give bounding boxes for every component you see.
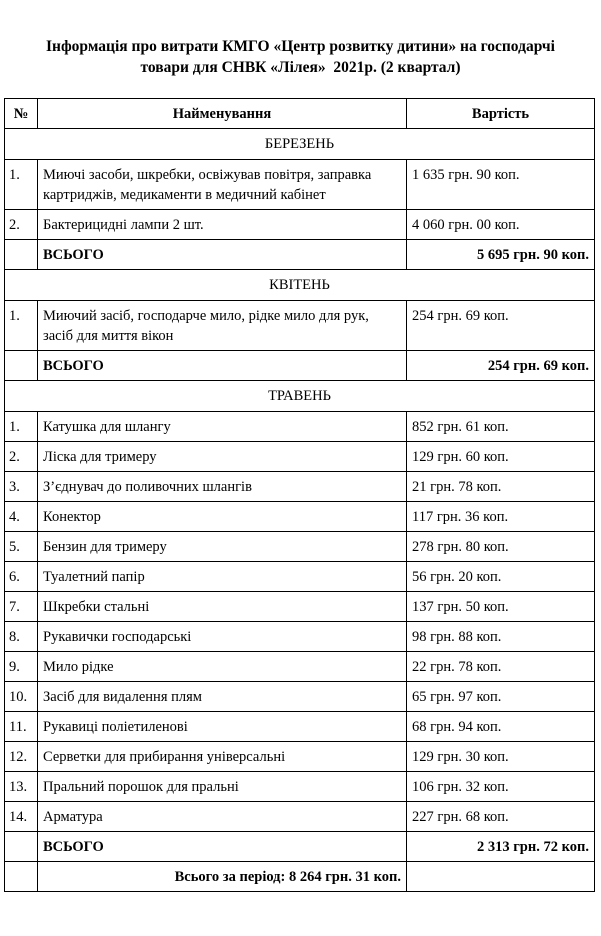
table-row xyxy=(5,562,595,592)
table-row xyxy=(5,472,595,502)
table-row xyxy=(5,712,595,742)
item-name: Бензин для тримеру xyxy=(38,532,407,562)
item-name: Засіб для видалення плям xyxy=(38,682,407,712)
header-num: № xyxy=(5,99,38,129)
item-name: Миючий засіб, господарче мило, рідке мило для рук, засіб для миття вікон xyxy=(38,301,407,351)
item-name: Рукавиці поліетиленові xyxy=(38,712,407,742)
item-cost: 56 грн. 20 коп. xyxy=(407,562,595,592)
item-cost: 1 635 грн. 90 коп. xyxy=(407,160,595,210)
item-number: 1. xyxy=(5,301,38,351)
item-name: Пральний порошок для пральні xyxy=(38,772,407,802)
item-number: 9. xyxy=(5,652,38,682)
item-name: Ліска для тримеру xyxy=(38,442,407,472)
item-cost: 68 грн. 94 коп. xyxy=(407,712,595,742)
table-row xyxy=(5,652,595,682)
item-cost: 129 грн. 30 коп. xyxy=(407,742,595,772)
title-line-2: товари для СНВК «Лілея» 2021р. (2 квартал) xyxy=(140,59,461,76)
document-title xyxy=(0,36,601,78)
total-value: 2 313 грн. 72 коп. xyxy=(407,832,595,862)
total-label: ВСЬОГО xyxy=(38,832,407,862)
table-row xyxy=(5,301,595,351)
item-cost: 21 грн. 78 коп. xyxy=(407,472,595,502)
table-row xyxy=(5,592,595,622)
expenses-table xyxy=(4,98,595,892)
item-name: Конектор xyxy=(38,502,407,532)
item-number: 1. xyxy=(5,412,38,442)
item-number: 13. xyxy=(5,772,38,802)
total-label: ВСЬОГО xyxy=(38,351,407,381)
item-cost: 4 060 грн. 00 коп. xyxy=(407,210,595,240)
grand-total-empty-value xyxy=(407,862,595,892)
header-cost: Вартість xyxy=(407,99,595,129)
item-number: 5. xyxy=(5,532,38,562)
item-number: 12. xyxy=(5,742,38,772)
item-name: Рукавички господарські xyxy=(38,622,407,652)
item-name: Катушка для шлангу xyxy=(38,412,407,442)
month-row xyxy=(5,381,595,412)
month-name: ТРАВЕНЬ xyxy=(5,381,595,412)
table-row xyxy=(5,532,595,562)
item-name: Туалетний папір xyxy=(38,562,407,592)
table-body xyxy=(5,129,595,892)
month-name: КВІТЕНЬ xyxy=(5,270,595,301)
table-row xyxy=(5,682,595,712)
table-row xyxy=(5,442,595,472)
item-name: Серветки для прибирання універсальні xyxy=(38,742,407,772)
item-cost: 117 грн. 36 коп. xyxy=(407,502,595,532)
title-line-1: Інформація про витрати КМГО «Центр розвитку дитини» на господарчі xyxy=(46,38,555,55)
item-number: 2. xyxy=(5,210,38,240)
table-row xyxy=(5,742,595,772)
item-name: Миючі засоби, шкребки, освіжував повітря, заправка картриджів, медикаменти в медичний кабінет xyxy=(38,160,407,210)
month-name: БЕРЕЗЕНЬ xyxy=(5,129,595,160)
total-value: 5 695 грн. 90 коп. xyxy=(407,240,595,270)
item-cost: 137 грн. 50 коп. xyxy=(407,592,595,622)
item-number: 4. xyxy=(5,502,38,532)
total-value: 254 грн. 69 коп. xyxy=(407,351,595,381)
item-cost: 852 грн. 61 коп. xyxy=(407,412,595,442)
month-row xyxy=(5,270,595,301)
item-cost: 98 грн. 88 коп. xyxy=(407,622,595,652)
header-row xyxy=(5,99,595,129)
grand-total-empty-cell xyxy=(5,862,38,892)
total-row xyxy=(5,832,595,862)
item-cost: 227 грн. 68 коп. xyxy=(407,802,595,832)
grand-total-row xyxy=(5,862,595,892)
total-row xyxy=(5,351,595,381)
table-row xyxy=(5,802,595,832)
table-row xyxy=(5,160,595,210)
grand-total: Всього за період: 8 264 грн. 31 коп. xyxy=(38,862,407,892)
header-name: Найменування xyxy=(38,99,407,129)
item-name: Мило рідке xyxy=(38,652,407,682)
total-empty-cell xyxy=(5,832,38,862)
item-cost: 129 грн. 60 коп. xyxy=(407,442,595,472)
item-cost: 254 грн. 69 коп. xyxy=(407,301,595,351)
table-row xyxy=(5,412,595,442)
total-empty-cell xyxy=(5,240,38,270)
item-cost: 65 грн. 97 коп. xyxy=(407,682,595,712)
item-number: 11. xyxy=(5,712,38,742)
total-row xyxy=(5,240,595,270)
item-name: Бактерицидні лампи 2 шт. xyxy=(38,210,407,240)
item-cost: 106 грн. 32 коп. xyxy=(407,772,595,802)
item-number: 6. xyxy=(5,562,38,592)
item-number: 7. xyxy=(5,592,38,622)
table-row xyxy=(5,210,595,240)
item-name: Шкребки стальні xyxy=(38,592,407,622)
table-row xyxy=(5,622,595,652)
item-number: 10. xyxy=(5,682,38,712)
table-row xyxy=(5,772,595,802)
item-number: 14. xyxy=(5,802,38,832)
item-name: Арматура xyxy=(38,802,407,832)
item-cost: 22 грн. 78 коп. xyxy=(407,652,595,682)
table-row xyxy=(5,502,595,532)
item-cost: 278 грн. 80 коп. xyxy=(407,532,595,562)
total-empty-cell xyxy=(5,351,38,381)
item-name: З’єднувач до поливочних шлангів xyxy=(38,472,407,502)
item-number: 8. xyxy=(5,622,38,652)
item-number: 2. xyxy=(5,442,38,472)
item-number: 1. xyxy=(5,160,38,210)
month-row xyxy=(5,129,595,160)
total-label: ВСЬОГО xyxy=(38,240,407,270)
item-number: 3. xyxy=(5,472,38,502)
